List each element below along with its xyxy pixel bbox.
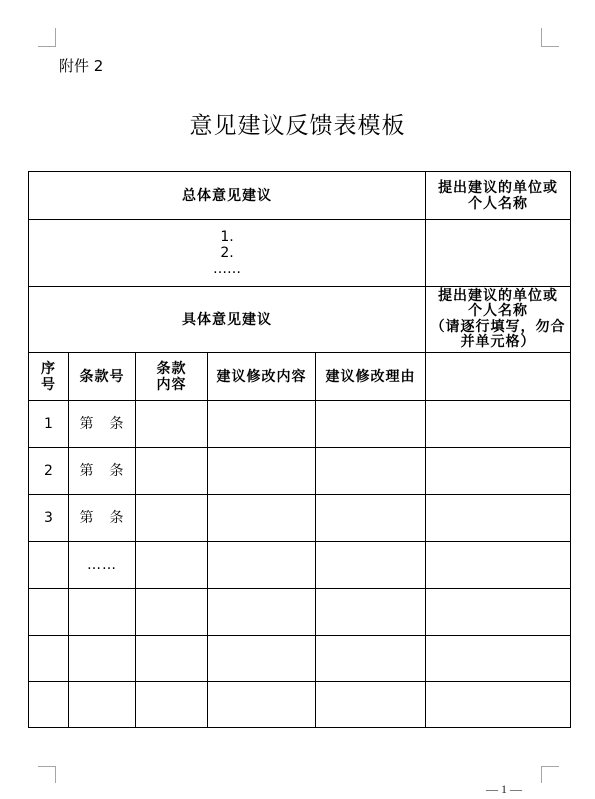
margin-corner-mark-top-left (38, 28, 56, 47)
change-reason-cell[interactable] (316, 448, 426, 495)
general-opinion-header: 总体意见建议 (29, 172, 426, 220)
general-proposer-cell[interactable] (426, 220, 571, 287)
table-row (29, 495, 571, 542)
general-opinion-item: 2. (220, 245, 234, 261)
row-index-cell[interactable] (29, 636, 69, 682)
clause-content-cell[interactable] (136, 495, 208, 542)
clause-content-cell[interactable] (136, 542, 208, 589)
specific-proposer-header-line: （请逐行填写，勿合 (430, 318, 566, 335)
column-header-index-line: 序 (41, 360, 56, 377)
margin-corner-mark-bottom-right (541, 766, 559, 783)
specific-proposer-header-line: 个人名称 (468, 303, 529, 319)
suggested-change-cell[interactable] (208, 448, 316, 495)
general-opinion-item: 1. (220, 229, 234, 245)
specific-proposer-header (426, 287, 571, 353)
proposer-cell[interactable] (426, 495, 571, 542)
column-header-clause-number-line: 条款号 (79, 368, 125, 385)
suggested-change-cell[interactable] (208, 401, 316, 448)
clause-number-cell[interactable]: …… (69, 542, 136, 589)
clause-number-cell[interactable]: 第 条 (69, 448, 136, 495)
specific-opinion-header: 具体意见建议 (29, 287, 426, 353)
column-header-clause-content-line: 条款 (156, 360, 187, 377)
specific-proposer-header-line: 并单元格） (460, 334, 536, 350)
suggested-change-cell[interactable] (208, 636, 316, 682)
general-opinion-items-cell[interactable] (29, 220, 426, 287)
column-header-clause-content-line: 内容 (156, 376, 187, 393)
table-row (29, 401, 571, 448)
row-index-cell[interactable] (29, 589, 69, 636)
specific-proposer-header-line: 提出建议的单位或 (438, 287, 559, 304)
row-index-cell: 2 (29, 448, 69, 495)
change-reason-cell[interactable] (316, 682, 426, 728)
clause-content-cell[interactable] (136, 401, 208, 448)
table-row (29, 542, 571, 589)
column-header-change-reason (316, 353, 426, 401)
column-header-index (29, 353, 69, 401)
general-content-row (29, 220, 571, 287)
column-header-suggested-change (208, 353, 316, 401)
clause-content-cell[interactable] (136, 589, 208, 636)
clause-number-cell[interactable]: 第 条 (69, 495, 136, 542)
clause-content-cell[interactable] (136, 682, 208, 728)
proposer-cell[interactable] (426, 682, 571, 728)
row-index-cell[interactable] (29, 542, 69, 589)
table-row (29, 636, 571, 682)
change-reason-cell[interactable] (316, 495, 426, 542)
column-header-clause-content (136, 353, 208, 401)
document-title: 意见建议反馈表模板 (189, 113, 406, 139)
change-reason-cell[interactable] (316, 589, 426, 636)
column-header-proposer[interactable] (426, 353, 571, 401)
column-header-index-line: 号 (41, 376, 56, 393)
clause-number-cell[interactable] (69, 589, 136, 636)
column-header-suggested-change-line: 建议修改内容 (216, 368, 307, 385)
general-header-row (29, 172, 571, 220)
proposer-cell[interactable] (426, 636, 571, 682)
proposer-cell[interactable] (426, 542, 571, 589)
row-index-cell[interactable] (29, 682, 69, 728)
margin-corner-mark-top-right (541, 28, 559, 47)
clause-number-cell[interactable]: 第 条 (69, 401, 136, 448)
row-index-cell: 1 (29, 401, 69, 448)
general-proposer-header-line: 提出建议的单位或 (438, 179, 559, 196)
row-index-cell: 3 (29, 495, 69, 542)
column-header-row (29, 353, 571, 401)
clause-number-cell[interactable] (69, 682, 136, 728)
suggested-change-cell[interactable] (208, 495, 316, 542)
column-header-change-reason-line: 建议修改理由 (325, 368, 416, 385)
suggested-change-cell[interactable] (208, 589, 316, 636)
change-reason-cell[interactable] (316, 636, 426, 682)
change-reason-cell[interactable] (316, 401, 426, 448)
general-opinion-item: …… (213, 261, 242, 277)
general-proposer-header (426, 172, 571, 220)
proposer-cell[interactable] (426, 589, 571, 636)
suggested-change-cell[interactable] (208, 682, 316, 728)
proposer-cell[interactable] (426, 401, 571, 448)
margin-corner-mark-bottom-left (38, 766, 56, 783)
general-proposer-header-line: 个人名称 (468, 195, 529, 212)
feedback-table (28, 171, 571, 728)
suggested-change-cell[interactable] (208, 542, 316, 589)
change-reason-cell[interactable] (316, 542, 426, 589)
proposer-cell[interactable] (426, 448, 571, 495)
attachment-label: 附件 2 (59, 57, 104, 75)
page-number: — 1 — (486, 782, 522, 796)
table-row (29, 589, 571, 636)
table-row (29, 682, 571, 728)
specific-header-row (29, 287, 571, 353)
column-header-clause-number (69, 353, 136, 401)
clause-content-cell[interactable] (136, 636, 208, 682)
table-row (29, 448, 571, 495)
clause-number-cell[interactable] (69, 636, 136, 682)
clause-content-cell[interactable] (136, 448, 208, 495)
